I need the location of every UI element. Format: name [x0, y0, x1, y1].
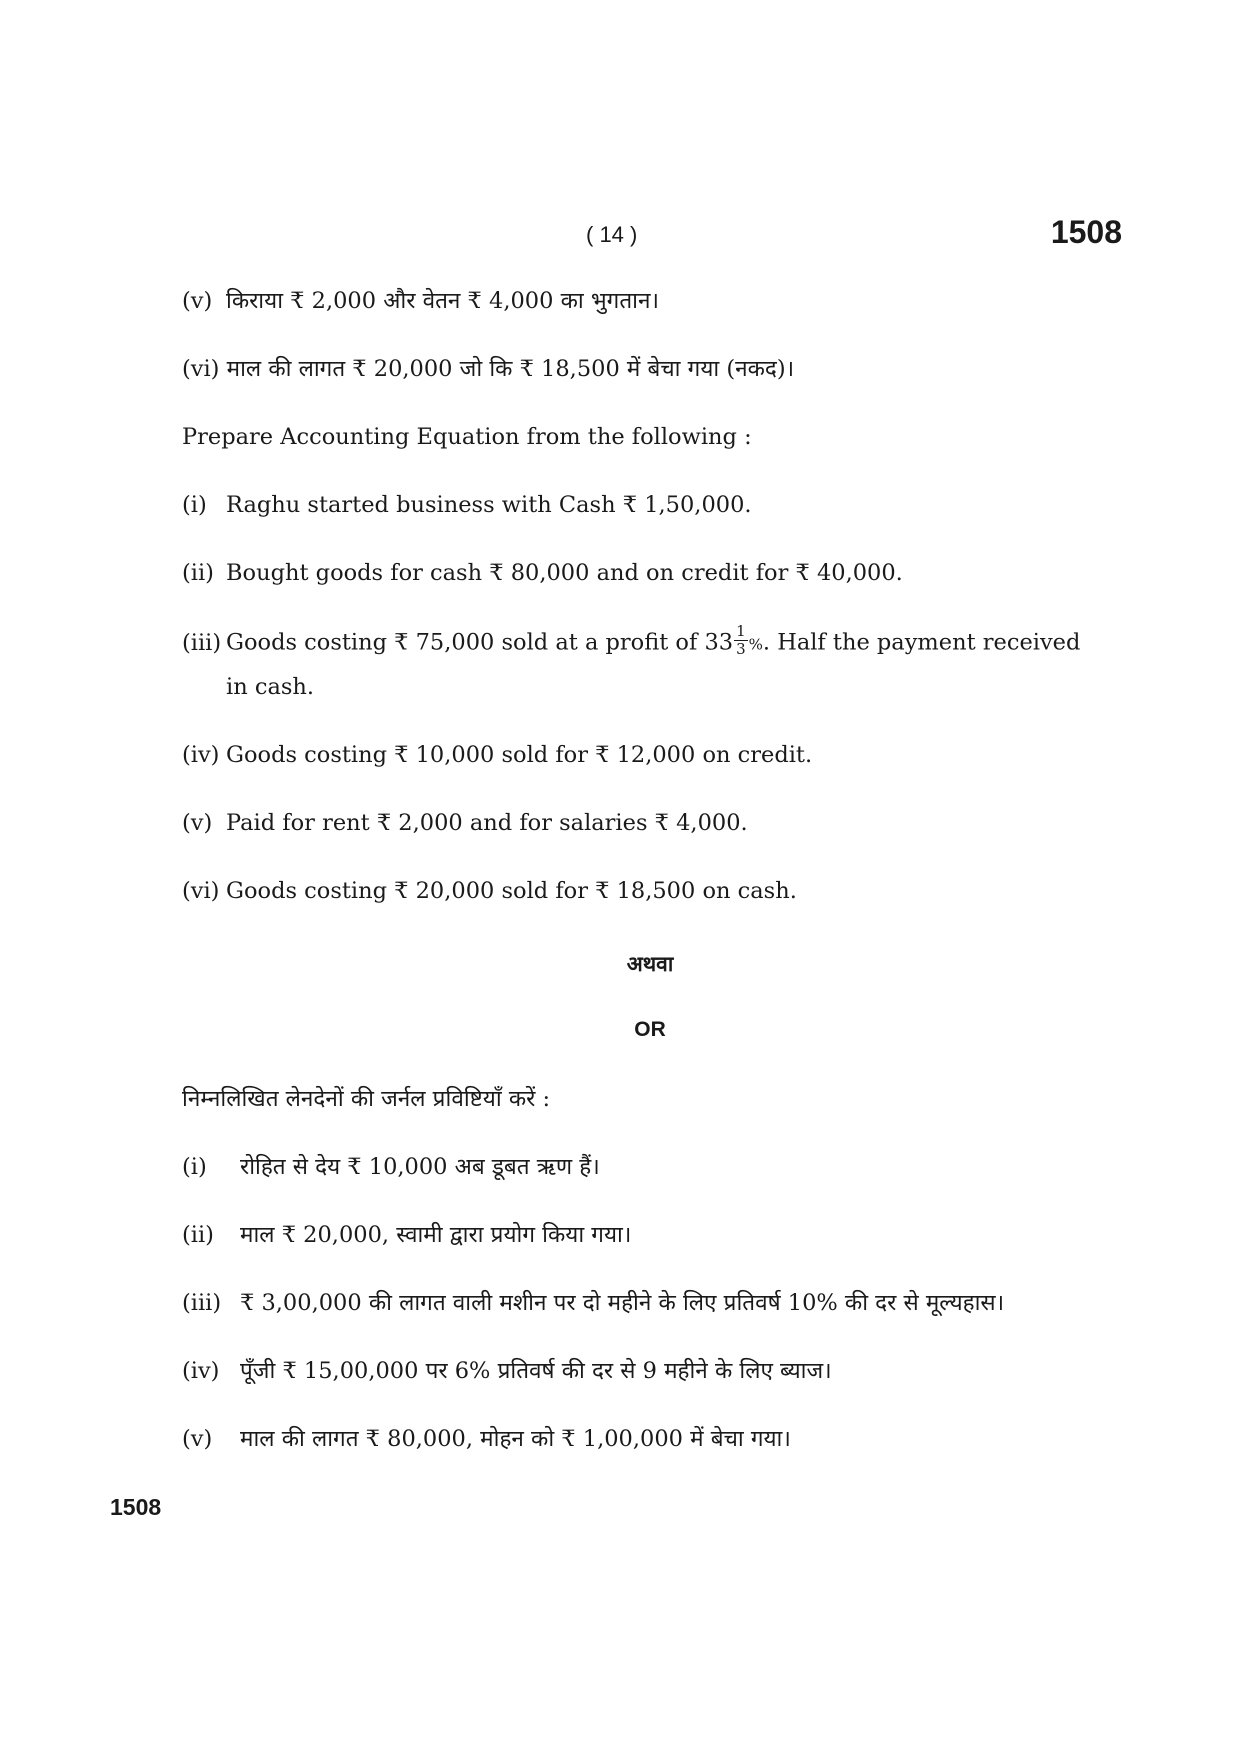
page-number: ( 14 )	[586, 222, 638, 247]
item-number: (v)	[182, 1426, 213, 1452]
english-item-i	[182, 490, 1140, 520]
item-number: (iv)	[182, 1358, 220, 1384]
item-text: माल ₹ 20,000, स्वामी द्वारा प्रयोग किया गया।	[240, 1222, 632, 1248]
hindi-item-ii	[182, 1220, 1140, 1250]
item-text: Paid for rent ₹ 2,000 and for salaries ₹ 4,000.	[226, 810, 748, 836]
item-text: किराया ₹ 2,000 और वेतन ₹ 4,000 का भुगतान।	[226, 288, 659, 314]
separator-hindi: अथवा	[626, 953, 674, 976]
item-number: (vi)	[182, 878, 220, 904]
english-item-vi	[182, 876, 1140, 906]
english-item-iii-continuation: in cash.	[226, 674, 315, 700]
hindi-item-i	[182, 1152, 1140, 1182]
item-number: (iv)	[182, 742, 220, 768]
item-number: (v)	[182, 810, 213, 836]
item-text-rest: . Half the payment received	[762, 629, 1081, 656]
item-number: (ii)	[182, 1222, 214, 1248]
fraction-numerator: 1	[736, 622, 746, 640]
hindi-item-iii	[182, 1288, 1140, 1318]
english-item-iii	[182, 622, 1140, 661]
item-text: पूँजी ₹ 15,00,000 पर 6% प्रतिवर्ष की दर से 9 महीने के लिए ब्याज।	[240, 1358, 832, 1384]
item-number: (iii)	[182, 629, 222, 656]
english-item-iv	[182, 740, 1140, 770]
item-text: रोहित से देय ₹ 10,000 अब डूबत ऋण हैं।	[240, 1154, 600, 1180]
fraction-one-third	[734, 623, 748, 658]
item-text: Goods costing ₹ 20,000 sold for ₹ 18,500 on cash.	[226, 878, 797, 904]
item-number: (v)	[182, 288, 213, 314]
item-text: माल की लागत ₹ 20,000 जो कि ₹ 18,500 में बेचा गया (नकद)।	[226, 356, 795, 382]
item-number: (i)	[182, 492, 207, 518]
item-number: (ii)	[182, 560, 214, 586]
item-text: माल की लागत ₹ 80,000, मोहन को ₹ 1,00,000 में बेचा गया।	[240, 1426, 791, 1452]
hindi-question-intro: निम्नलिखित लेनदेनों की जर्नल प्रविष्टियाँ करें :	[182, 1086, 551, 1112]
percent-sign: %	[748, 635, 763, 654]
item-number: (iii)	[182, 1290, 222, 1316]
paper-code-footer: 1508	[110, 1494, 162, 1520]
hindi-item-vi	[182, 354, 1140, 384]
item-text: Raghu started business with Cash ₹ 1,50,000.	[226, 492, 752, 518]
english-question-intro: Prepare Accounting Equation from the following :	[182, 424, 752, 450]
english-item-ii	[182, 558, 1140, 588]
hindi-item-v	[182, 1424, 1140, 1454]
item-text: Goods costing ₹ 10,000 sold for ₹ 12,000 on credit.	[226, 742, 813, 768]
hindi-item-iv	[182, 1356, 1140, 1386]
item-text: Goods costing ₹ 75,000 sold at a profit of 33	[226, 629, 734, 656]
item-number: (i)	[182, 1154, 207, 1180]
item-text: Bought goods for cash ₹ 80,000 and on credit for ₹ 40,000.	[226, 560, 903, 586]
paper-code-header: 1508	[1050, 214, 1122, 250]
fraction-denominator: 3	[736, 640, 746, 658]
separator-english: OR	[634, 1018, 666, 1041]
item-number: (vi)	[182, 356, 220, 382]
english-item-v	[182, 808, 1140, 838]
item-text: ₹ 3,00,000 की लागत वाली मशीन पर दो महीने के लिए प्रतिवर्ष 10% की दर से मूल्यहास।	[240, 1290, 1005, 1316]
hindi-item-v	[182, 286, 1140, 316]
